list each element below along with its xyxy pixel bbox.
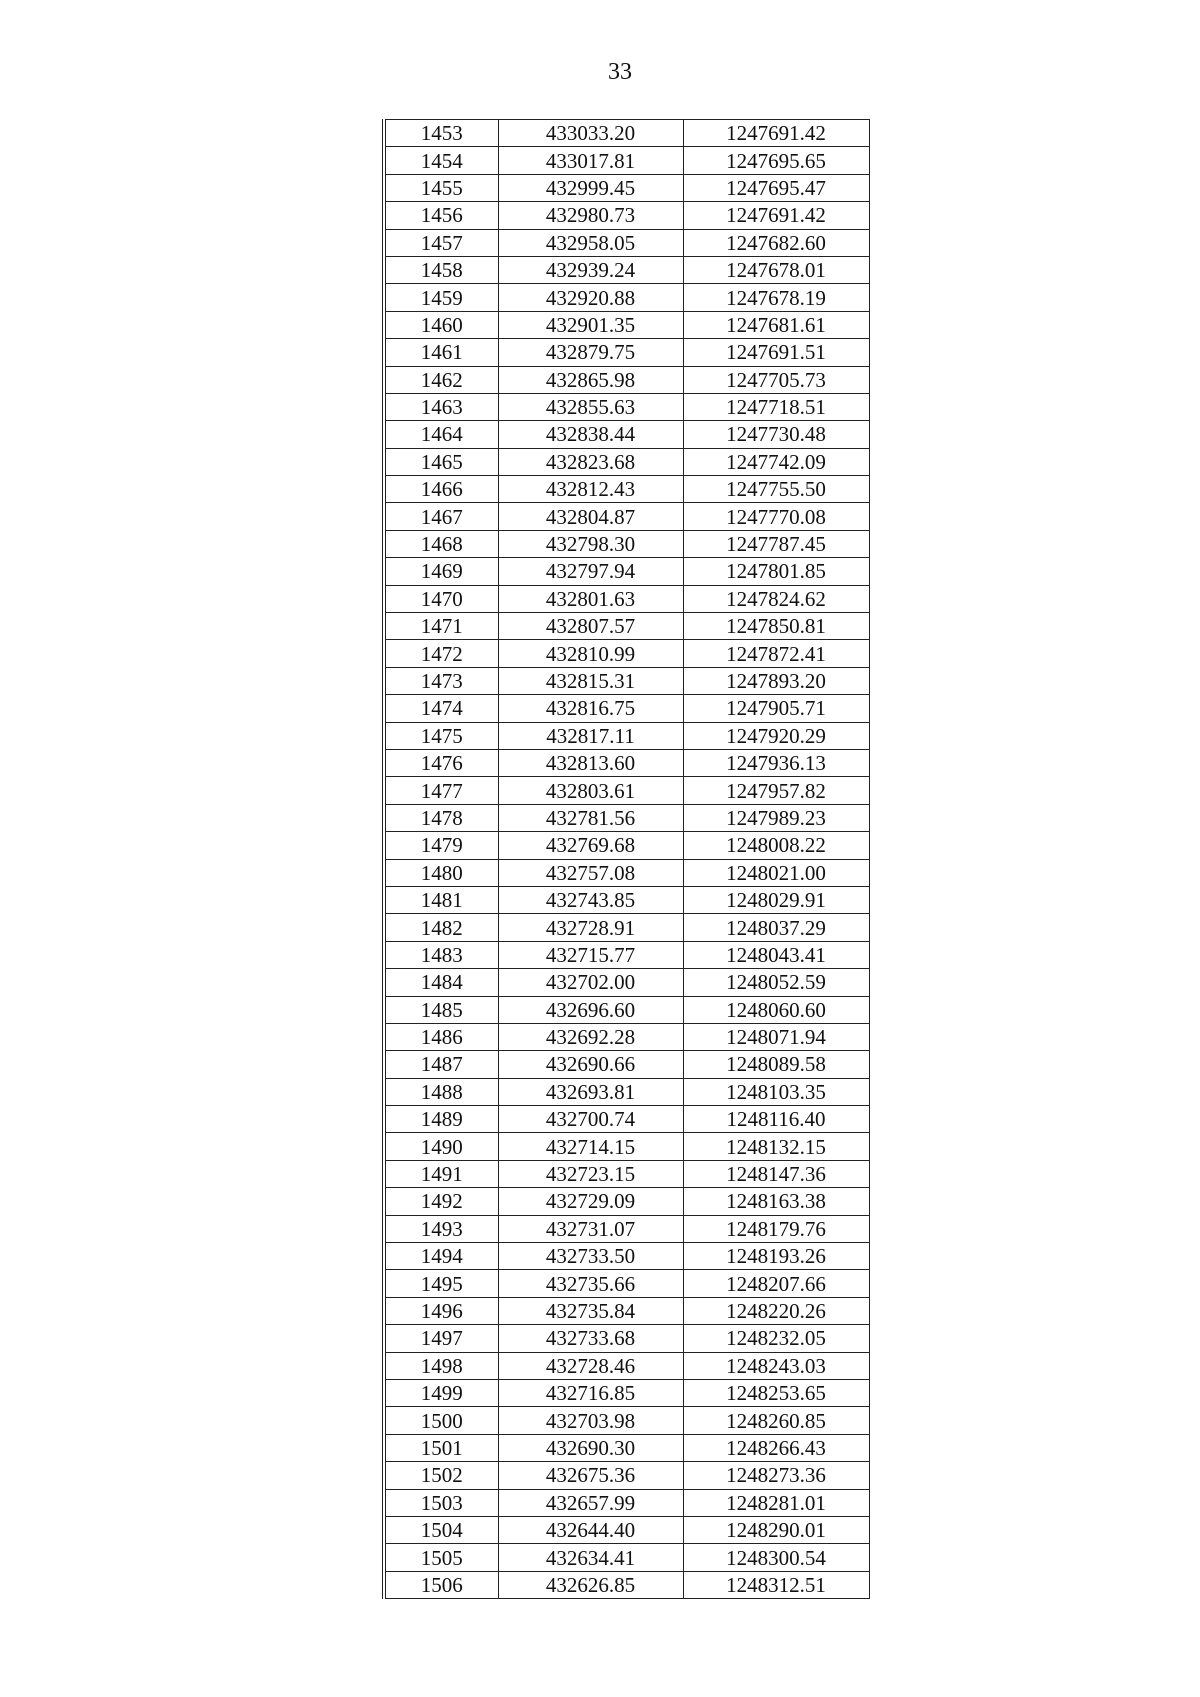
x-coordinate-cell: 432812.43 <box>498 476 683 503</box>
y-coordinate-cell: 1248253.65 <box>683 1379 869 1406</box>
y-coordinate-cell: 1248060.60 <box>683 996 869 1023</box>
y-coordinate-cell: 1248232.05 <box>683 1325 869 1352</box>
point-number-cell: 1470 <box>384 585 498 612</box>
point-number-cell: 1477 <box>384 777 498 804</box>
table-row <box>384 1297 869 1324</box>
x-coordinate-cell: 432735.84 <box>498 1297 683 1324</box>
table-row <box>384 393 869 420</box>
table-row <box>384 311 869 338</box>
point-number-cell: 1486 <box>384 1023 498 1050</box>
x-coordinate-cell: 432715.77 <box>498 941 683 968</box>
y-coordinate-cell: 1247730.48 <box>683 421 869 448</box>
point-number-cell: 1502 <box>384 1462 498 1489</box>
y-coordinate-cell: 1248300.54 <box>683 1544 869 1571</box>
table-row <box>384 174 869 201</box>
y-coordinate-cell: 1248207.66 <box>683 1270 869 1297</box>
y-coordinate-cell: 1248103.35 <box>683 1078 869 1105</box>
table-row <box>384 1270 869 1297</box>
table-row <box>384 640 869 667</box>
point-number-cell: 1490 <box>384 1133 498 1160</box>
table-row <box>384 1051 869 1078</box>
x-coordinate-cell: 432901.35 <box>498 311 683 338</box>
y-coordinate-cell: 1248029.91 <box>683 886 869 913</box>
x-coordinate-cell: 432693.81 <box>498 1078 683 1105</box>
point-number-cell: 1454 <box>384 147 498 174</box>
table-row <box>384 886 869 913</box>
point-number-cell: 1478 <box>384 804 498 831</box>
y-coordinate-cell: 1247801.85 <box>683 558 869 585</box>
x-coordinate-cell: 432815.31 <box>498 667 683 694</box>
x-coordinate-cell: 433033.20 <box>498 120 683 147</box>
point-number-cell: 1459 <box>384 284 498 311</box>
y-coordinate-cell: 1247850.81 <box>683 613 869 640</box>
y-coordinate-cell: 1248273.36 <box>683 1462 869 1489</box>
table-row <box>384 421 869 448</box>
table-row <box>384 1571 869 1598</box>
point-number-cell: 1465 <box>384 448 498 475</box>
x-coordinate-cell: 432729.09 <box>498 1188 683 1215</box>
table-row <box>384 256 869 283</box>
point-number-cell: 1506 <box>384 1571 498 1598</box>
point-number-cell: 1483 <box>384 941 498 968</box>
y-coordinate-cell: 1248008.22 <box>683 832 869 859</box>
coordinates-table <box>382 119 870 1599</box>
x-coordinate-cell: 432733.68 <box>498 1325 683 1352</box>
y-coordinate-cell: 1248147.36 <box>683 1160 869 1187</box>
point-number-cell: 1493 <box>384 1215 498 1242</box>
y-coordinate-cell: 1247742.09 <box>683 448 869 475</box>
point-number-cell: 1487 <box>384 1051 498 1078</box>
table-row <box>384 695 869 722</box>
point-number-cell: 1479 <box>384 832 498 859</box>
x-coordinate-cell: 432731.07 <box>498 1215 683 1242</box>
y-coordinate-cell: 1247893.20 <box>683 667 869 694</box>
point-number-cell: 1499 <box>384 1379 498 1406</box>
x-coordinate-cell: 432798.30 <box>498 530 683 557</box>
table-row <box>384 613 869 640</box>
y-coordinate-cell: 1248043.41 <box>683 941 869 968</box>
x-coordinate-cell: 432657.99 <box>498 1489 683 1516</box>
x-coordinate-cell: 432781.56 <box>498 804 683 831</box>
y-coordinate-cell: 1248281.01 <box>683 1489 869 1516</box>
table-row <box>384 1379 869 1406</box>
y-coordinate-cell: 1247872.41 <box>683 640 869 667</box>
coordinates-table-body <box>384 120 869 1599</box>
point-number-cell: 1501 <box>384 1434 498 1461</box>
x-coordinate-cell: 432626.85 <box>498 1571 683 1598</box>
table-row <box>384 1489 869 1516</box>
table-row <box>384 1407 869 1434</box>
point-number-cell: 1469 <box>384 558 498 585</box>
x-coordinate-cell: 432807.57 <box>498 613 683 640</box>
x-coordinate-cell: 432728.91 <box>498 914 683 941</box>
point-number-cell: 1462 <box>384 366 498 393</box>
y-coordinate-cell: 1248089.58 <box>683 1051 869 1078</box>
y-coordinate-cell: 1248071.94 <box>683 1023 869 1050</box>
table-row <box>384 1188 869 1215</box>
x-coordinate-cell: 432723.15 <box>498 1160 683 1187</box>
x-coordinate-cell: 432810.99 <box>498 640 683 667</box>
table-row <box>384 749 869 776</box>
table-row <box>384 1462 869 1489</box>
table-row <box>384 969 869 996</box>
x-coordinate-cell: 432733.50 <box>498 1243 683 1270</box>
y-coordinate-cell: 1247787.45 <box>683 530 869 557</box>
point-number-cell: 1453 <box>384 120 498 147</box>
y-coordinate-cell: 1247770.08 <box>683 503 869 530</box>
point-number-cell: 1468 <box>384 530 498 557</box>
y-coordinate-cell: 1247678.01 <box>683 256 869 283</box>
table-row <box>384 1106 869 1133</box>
y-coordinate-cell: 1248266.43 <box>683 1434 869 1461</box>
y-coordinate-cell: 1247682.60 <box>683 229 869 256</box>
point-number-cell: 1485 <box>384 996 498 1023</box>
point-number-cell: 1476 <box>384 749 498 776</box>
point-number-cell: 1457 <box>384 229 498 256</box>
point-number-cell: 1503 <box>384 1489 498 1516</box>
y-coordinate-cell: 1248260.85 <box>683 1407 869 1434</box>
x-coordinate-cell: 432879.75 <box>498 339 683 366</box>
point-number-cell: 1482 <box>384 914 498 941</box>
x-coordinate-cell: 432692.28 <box>498 1023 683 1050</box>
table-row <box>384 1160 869 1187</box>
x-coordinate-cell: 432920.88 <box>498 284 683 311</box>
table-row <box>384 1133 869 1160</box>
y-coordinate-cell: 1247705.73 <box>683 366 869 393</box>
table-row <box>384 147 869 174</box>
y-coordinate-cell: 1248052.59 <box>683 969 869 996</box>
table-row <box>384 585 869 612</box>
table-row <box>384 777 869 804</box>
point-number-cell: 1496 <box>384 1297 498 1324</box>
table-row <box>384 832 869 859</box>
point-number-cell: 1497 <box>384 1325 498 1352</box>
y-coordinate-cell: 1247718.51 <box>683 393 869 420</box>
x-coordinate-cell: 432735.66 <box>498 1270 683 1297</box>
point-number-cell: 1498 <box>384 1352 498 1379</box>
table-row <box>384 1215 869 1242</box>
point-number-cell: 1471 <box>384 613 498 640</box>
x-coordinate-cell: 432728.46 <box>498 1352 683 1379</box>
x-coordinate-cell: 432696.60 <box>498 996 683 1023</box>
x-coordinate-cell: 432703.98 <box>498 1407 683 1434</box>
table-row <box>384 476 869 503</box>
point-number-cell: 1456 <box>384 202 498 229</box>
x-coordinate-cell: 432939.24 <box>498 256 683 283</box>
x-coordinate-cell: 433017.81 <box>498 147 683 174</box>
table-row <box>384 1516 869 1543</box>
point-number-cell: 1481 <box>384 886 498 913</box>
x-coordinate-cell: 432999.45 <box>498 174 683 201</box>
table-row <box>384 366 869 393</box>
table-row <box>384 667 869 694</box>
point-number-cell: 1475 <box>384 722 498 749</box>
point-number-cell: 1461 <box>384 339 498 366</box>
table-row <box>384 1325 869 1352</box>
y-coordinate-cell: 1247957.82 <box>683 777 869 804</box>
point-number-cell: 1458 <box>384 256 498 283</box>
point-number-cell: 1466 <box>384 476 498 503</box>
point-number-cell: 1467 <box>384 503 498 530</box>
y-coordinate-cell: 1247691.42 <box>683 202 869 229</box>
point-number-cell: 1484 <box>384 969 498 996</box>
y-coordinate-cell: 1248132.15 <box>683 1133 869 1160</box>
point-number-cell: 1489 <box>384 1106 498 1133</box>
x-coordinate-cell: 432634.41 <box>498 1544 683 1571</box>
y-coordinate-cell: 1248220.26 <box>683 1297 869 1324</box>
table-row <box>384 339 869 366</box>
x-coordinate-cell: 432855.63 <box>498 393 683 420</box>
table-row <box>384 996 869 1023</box>
table-row <box>384 804 869 831</box>
table-row <box>384 722 869 749</box>
y-coordinate-cell: 1247678.19 <box>683 284 869 311</box>
x-coordinate-cell: 432675.36 <box>498 1462 683 1489</box>
point-number-cell: 1460 <box>384 311 498 338</box>
y-coordinate-cell: 1247905.71 <box>683 695 869 722</box>
y-coordinate-cell: 1247695.65 <box>683 147 869 174</box>
point-number-cell: 1472 <box>384 640 498 667</box>
page-number: 33 <box>608 59 632 85</box>
x-coordinate-cell: 432700.74 <box>498 1106 683 1133</box>
x-coordinate-cell: 432813.60 <box>498 749 683 776</box>
table-row <box>384 1352 869 1379</box>
table-row <box>384 530 869 557</box>
y-coordinate-cell: 1247691.42 <box>683 120 869 147</box>
point-number-cell: 1505 <box>384 1544 498 1571</box>
x-coordinate-cell: 432838.44 <box>498 421 683 448</box>
x-coordinate-cell: 432690.30 <box>498 1434 683 1461</box>
x-coordinate-cell: 432797.94 <box>498 558 683 585</box>
table-row <box>384 229 869 256</box>
x-coordinate-cell: 432803.61 <box>498 777 683 804</box>
table-row <box>384 558 869 585</box>
x-coordinate-cell: 432958.05 <box>498 229 683 256</box>
x-coordinate-cell: 432644.40 <box>498 1516 683 1543</box>
y-coordinate-cell: 1248116.40 <box>683 1106 869 1133</box>
y-coordinate-cell: 1247936.13 <box>683 749 869 776</box>
y-coordinate-cell: 1247824.62 <box>683 585 869 612</box>
y-coordinate-cell: 1248243.03 <box>683 1352 869 1379</box>
table-row <box>384 1544 869 1571</box>
y-coordinate-cell: 1248021.00 <box>683 859 869 886</box>
table-row <box>384 1434 869 1461</box>
point-number-cell: 1504 <box>384 1516 498 1543</box>
table-row <box>384 503 869 530</box>
x-coordinate-cell: 432801.63 <box>498 585 683 612</box>
table-row <box>384 914 869 941</box>
y-coordinate-cell: 1248290.01 <box>683 1516 869 1543</box>
table-row <box>384 202 869 229</box>
point-number-cell: 1492 <box>384 1188 498 1215</box>
x-coordinate-cell: 432804.87 <box>498 503 683 530</box>
y-coordinate-cell: 1247681.61 <box>683 311 869 338</box>
x-coordinate-cell: 432823.68 <box>498 448 683 475</box>
y-coordinate-cell: 1248193.26 <box>683 1243 869 1270</box>
table-row <box>384 284 869 311</box>
point-number-cell: 1473 <box>384 667 498 694</box>
point-number-cell: 1488 <box>384 1078 498 1105</box>
point-number-cell: 1494 <box>384 1243 498 1270</box>
y-coordinate-cell: 1248179.76 <box>683 1215 869 1242</box>
x-coordinate-cell: 432865.98 <box>498 366 683 393</box>
table-row <box>384 1023 869 1050</box>
point-number-cell: 1463 <box>384 393 498 420</box>
x-coordinate-cell: 432690.66 <box>498 1051 683 1078</box>
point-number-cell: 1491 <box>384 1160 498 1187</box>
x-coordinate-cell: 432743.85 <box>498 886 683 913</box>
table-row <box>384 120 869 147</box>
point-number-cell: 1495 <box>384 1270 498 1297</box>
x-coordinate-cell: 432702.00 <box>498 969 683 996</box>
table-row <box>384 448 869 475</box>
y-coordinate-cell: 1247920.29 <box>683 722 869 749</box>
x-coordinate-cell: 432714.15 <box>498 1133 683 1160</box>
x-coordinate-cell: 432980.73 <box>498 202 683 229</box>
y-coordinate-cell: 1248163.38 <box>683 1188 869 1215</box>
y-coordinate-cell: 1248037.29 <box>683 914 869 941</box>
x-coordinate-cell: 432716.85 <box>498 1379 683 1406</box>
x-coordinate-cell: 432769.68 <box>498 832 683 859</box>
table-row <box>384 859 869 886</box>
point-number-cell: 1464 <box>384 421 498 448</box>
table-row <box>384 941 869 968</box>
table-row <box>384 1078 869 1105</box>
y-coordinate-cell: 1248312.51 <box>683 1571 869 1598</box>
table-row <box>384 1243 869 1270</box>
point-number-cell: 1474 <box>384 695 498 722</box>
y-coordinate-cell: 1247989.23 <box>683 804 869 831</box>
point-number-cell: 1500 <box>384 1407 498 1434</box>
x-coordinate-cell: 432757.08 <box>498 859 683 886</box>
point-number-cell: 1480 <box>384 859 498 886</box>
y-coordinate-cell: 1247691.51 <box>683 339 869 366</box>
point-number-cell: 1455 <box>384 174 498 201</box>
x-coordinate-cell: 432817.11 <box>498 722 683 749</box>
y-coordinate-cell: 1247755.50 <box>683 476 869 503</box>
y-coordinate-cell: 1247695.47 <box>683 174 869 201</box>
x-coordinate-cell: 432816.75 <box>498 695 683 722</box>
